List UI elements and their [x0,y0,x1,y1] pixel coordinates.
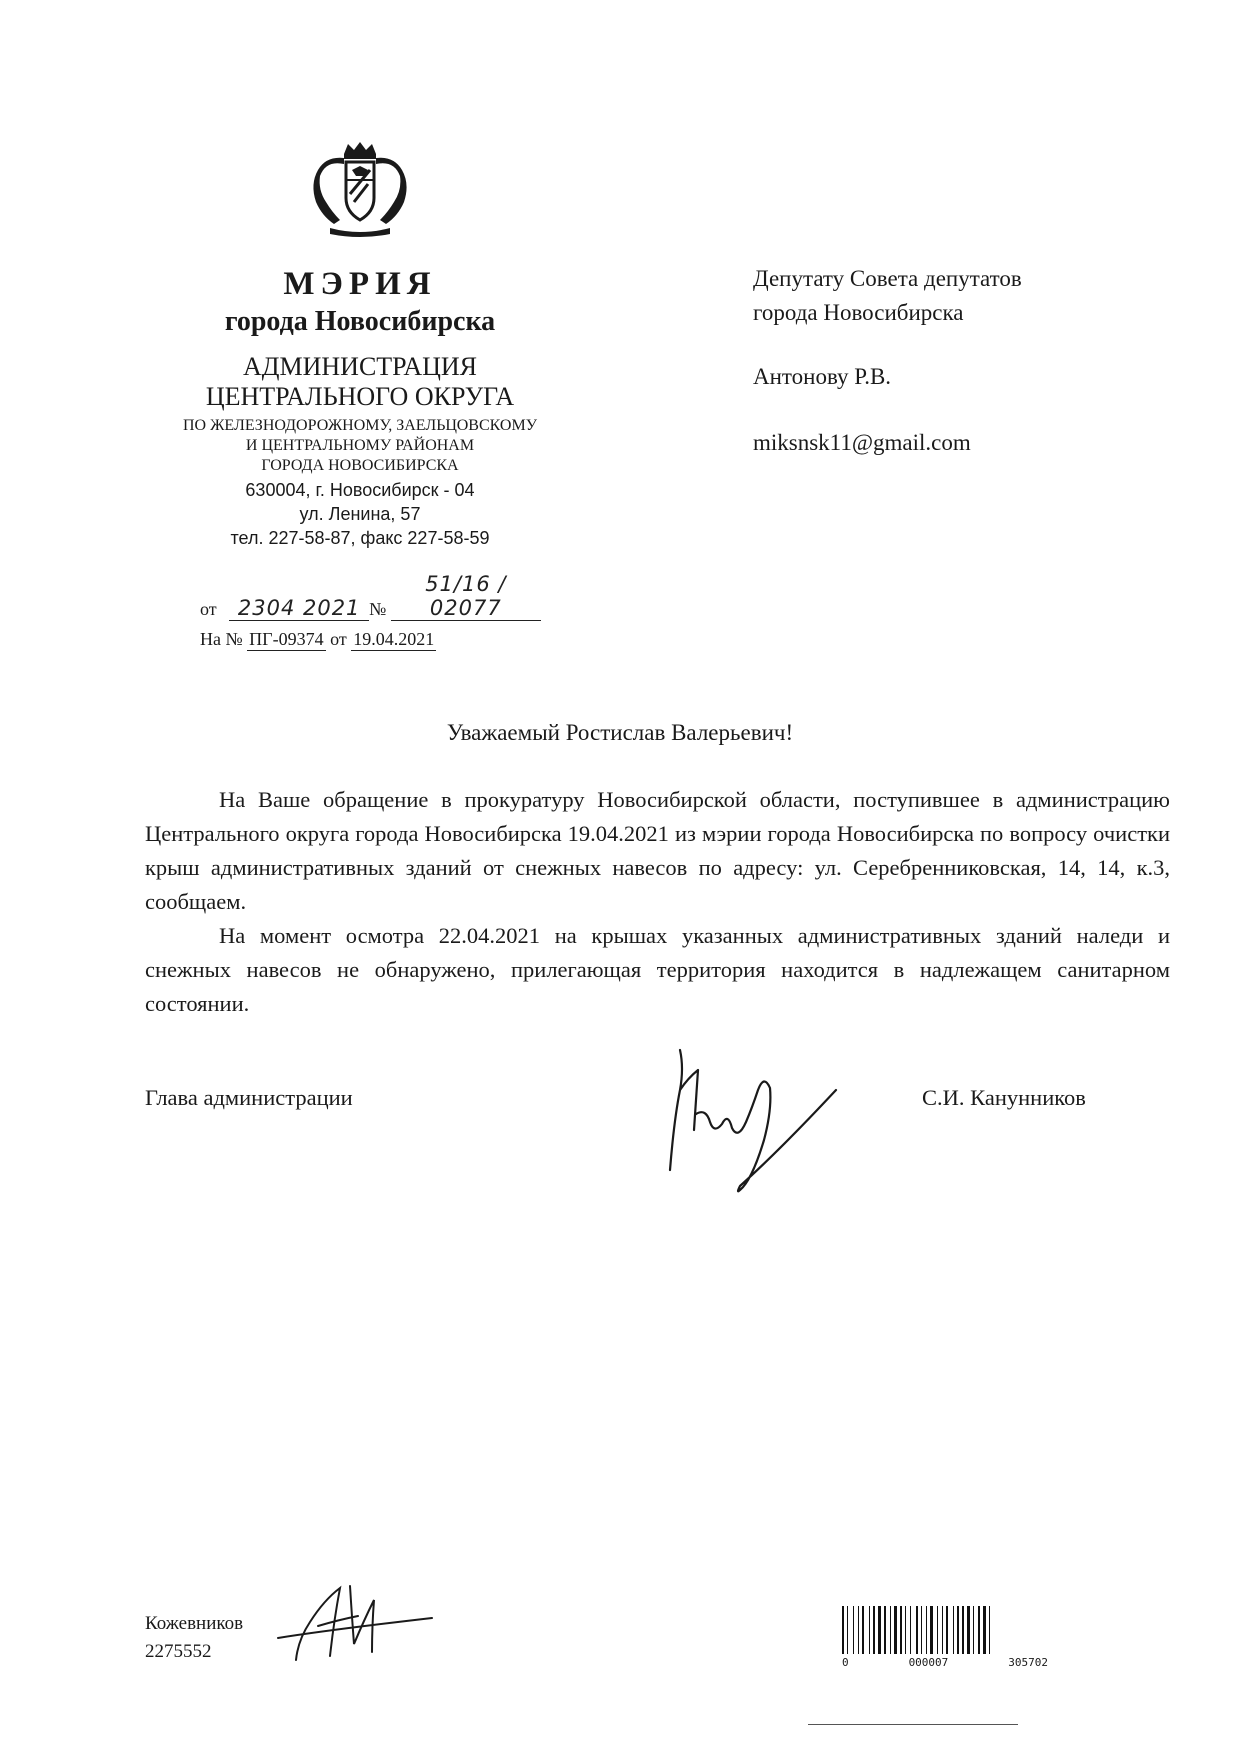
outgoing-date-prefix: от [200,599,217,619]
admin-sub-line1: ПО ЖЕЛЕЗНОДОРОЖНОМУ, ЗАЕЛЬЦОВСКОМУ [182,417,538,434]
body-paragraph-1: На Ваше обращение в прокуратуру Новосибирской области, поступившее в администрацию Центрального округа города Новосибирска 19.04.2021 из мэрии города Новосибирска по вопросу очистки крыш административных зданий от снежных навесов по адресу: ул. Серебренниковская, 14, 14, к.3, сообщаем. [145,787,1170,914]
incoming-number: ПГ-09374 [249,629,324,649]
greeting: Уважаемый Ростислав Валерьевич! [446,720,794,745]
outgoing-reference [200,572,541,621]
outgoing-date: 2304 2021 [229,596,369,621]
outgoing-number-prefix: № [369,599,387,619]
addressee-name: Антонову Р.В. [753,364,892,389]
incoming-date: 19.04.2021 [353,629,435,649]
phone-line: тел. 227-58-87, факс 227-58-59 [230,528,490,548]
incoming-prefix: На № [200,629,243,649]
barcode-left-digit: 0 [842,1656,849,1669]
admin-title-line1: АДМИНИСТРАЦИЯ [243,352,477,381]
executor-block [145,1610,243,1666]
outgoing-number: 51/16 / 02077 [391,572,541,621]
admin-sub-line2: И ЦЕНТРАЛЬНОМУ РАЙОНАМ [245,437,475,454]
executor-phone: 2275552 [145,1641,212,1662]
addressee-block [753,262,1193,460]
signatory-name: С.И. Канунников [922,1085,1086,1110]
coat-of-arms-icon [310,140,410,240]
barcode-right-digits: 305702 [1008,1656,1048,1669]
mayor-title: МЭРИЯ [283,266,437,302]
executor-initials-scribble-icon [268,1560,448,1670]
incoming-reference [200,629,436,651]
body-paragraph-2: На момент осмотра 22.04.2021 на крышах указанных административных зданий наледи и снежных навесов не обнаружено, прилегающая территория находится в надлежащем санитарном состоянии. [145,923,1170,1016]
mayor-city: города Новосибирска [224,306,496,337]
admin-title-line2: ЦЕНТРАЛЬНОГО ОКРУГА [205,382,515,411]
barcode-block [842,1606,1048,1669]
barcode-numbers [842,1656,1048,1669]
signature-scribble-icon [640,1030,860,1200]
incoming-from-label: от [330,629,347,649]
signatory-position: Глава администрации [145,1085,353,1110]
barcode-icon [842,1606,1048,1654]
address-line2: ул. Ленина, 57 [299,504,421,524]
bottom-rule [808,1724,1018,1725]
addressee-line2: города Новосибирска [753,300,964,325]
executor-name: Кожевников [145,1613,244,1634]
admin-sub-line3: ГОРОДА НОВОСИБИРСКА [261,457,459,474]
letterhead [140,140,580,550]
barcode-middle-digits: 000007 [908,1656,949,1669]
address-line1: 630004, г. Новосибирск - 04 [245,480,475,500]
addressee-email: miksnsk11@gmail.com [753,430,971,455]
addressee-line1: Депутату Совета депутатов [753,266,1022,291]
